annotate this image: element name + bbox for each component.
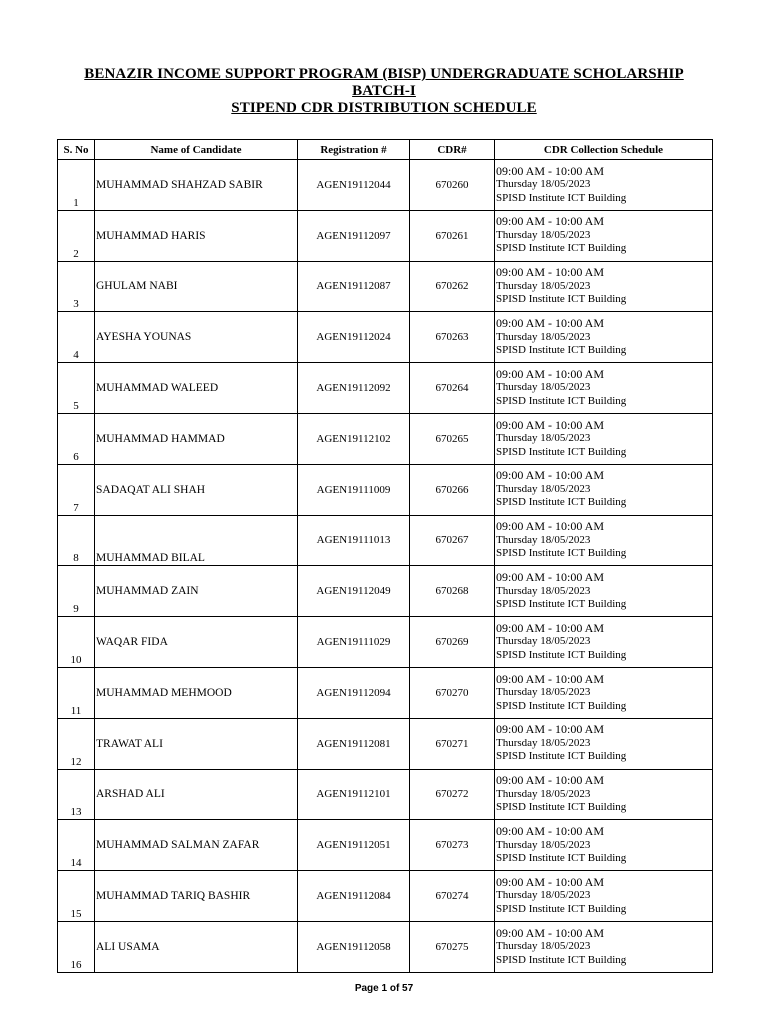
row-cdr-number: 670261 — [410, 210, 495, 261]
row-cdr-number: 670260 — [410, 160, 495, 211]
schedule-venue: SPISD Institute ICT Building — [496, 750, 627, 763]
table-row — [58, 160, 713, 211]
row-candidate-name: MUHAMMAD MEHMOOD — [95, 667, 298, 718]
row-collection-schedule — [495, 515, 713, 566]
row-candidate-name: MUHAMMAD BILAL — [95, 515, 298, 566]
schedule-venue: SPISD Institute ICT Building — [496, 648, 627, 661]
schedule-date: Thursday 18/05/2023 — [496, 432, 591, 445]
row-registration-number: AGEN19112024 — [298, 312, 410, 363]
row-serial-number: 6 — [58, 413, 95, 464]
schedule-time: 09:00 AM - 10:00 AM — [496, 925, 605, 940]
row-serial-number: 2 — [58, 210, 95, 261]
row-registration-number: AGEN19112044 — [298, 160, 410, 211]
row-candidate-name: GHULAM NABI — [95, 261, 298, 312]
column-header-name: Name of Candidate — [95, 140, 298, 160]
table-row — [58, 210, 713, 261]
row-cdr-number: 670265 — [410, 413, 495, 464]
column-header-cdr: CDR# — [410, 140, 495, 160]
row-collection-schedule — [495, 363, 713, 414]
row-collection-schedule — [495, 769, 713, 820]
row-serial-number: 3 — [58, 261, 95, 312]
row-cdr-number: 670271 — [410, 718, 495, 769]
row-cdr-number: 670267 — [410, 515, 495, 566]
schedule-date: Thursday 18/05/2023 — [496, 228, 591, 241]
row-registration-number: AGEN19112102 — [298, 413, 410, 464]
row-registration-number: AGEN19111013 — [298, 515, 410, 566]
row-registration-number: AGEN19112049 — [298, 566, 410, 617]
table-row — [58, 363, 713, 414]
document-header — [0, 66, 768, 117]
row-serial-number: 15 — [58, 871, 95, 922]
row-registration-number: AGEN19112084 — [298, 871, 410, 922]
row-candidate-name: MUHAMMAD TARIQ BASHIR — [95, 871, 298, 922]
schedule-date: Thursday 18/05/2023 — [496, 686, 591, 699]
table-row — [58, 413, 713, 464]
row-candidate-name: SADAQAT ALI SHAH — [95, 464, 298, 515]
table-row — [58, 515, 713, 566]
schedule-time: 09:00 AM - 10:00 AM — [496, 366, 605, 381]
table-row — [58, 921, 713, 972]
row-cdr-number: 670262 — [410, 261, 495, 312]
schedule-venue: SPISD Institute ICT Building — [496, 598, 627, 611]
row-cdr-number: 670270 — [410, 667, 495, 718]
header-title-line-3: STIPEND CDR DISTRIBUTION SCHEDULE — [231, 100, 537, 116]
row-registration-number: AGEN19112051 — [298, 820, 410, 871]
schedule-date: Thursday 18/05/2023 — [496, 482, 591, 495]
schedule-time: 09:00 AM - 10:00 AM — [496, 265, 605, 280]
header-title-line-2: BATCH-I — [352, 83, 416, 99]
row-collection-schedule — [495, 617, 713, 668]
schedule-venue: SPISD Institute ICT Building — [496, 699, 627, 712]
row-collection-schedule — [495, 413, 713, 464]
row-serial-number: 12 — [58, 718, 95, 769]
schedule-venue: SPISD Institute ICT Building — [496, 496, 627, 509]
schedule-venue: SPISD Institute ICT Building — [496, 242, 627, 255]
row-collection-schedule — [495, 718, 713, 769]
schedule-time: 09:00 AM - 10:00 AM — [496, 570, 605, 585]
row-cdr-number: 670264 — [410, 363, 495, 414]
row-serial-number: 9 — [58, 566, 95, 617]
row-serial-number: 14 — [58, 820, 95, 871]
row-serial-number: 7 — [58, 464, 95, 515]
row-collection-schedule — [495, 261, 713, 312]
table-body — [58, 160, 713, 973]
schedule-time: 09:00 AM - 10:00 AM — [496, 214, 605, 229]
schedule-date: Thursday 18/05/2023 — [496, 736, 591, 749]
table-row — [58, 820, 713, 871]
table-row — [58, 667, 713, 718]
row-registration-number: AGEN19111029 — [298, 617, 410, 668]
schedule-venue: SPISD Institute ICT Building — [496, 801, 627, 814]
schedule-venue: SPISD Institute ICT Building — [496, 191, 627, 204]
schedule-date: Thursday 18/05/2023 — [496, 889, 591, 902]
schedule-date: Thursday 18/05/2023 — [496, 381, 591, 394]
row-candidate-name: ARSHAD ALI — [95, 769, 298, 820]
schedule-time: 09:00 AM - 10:00 AM — [496, 874, 605, 889]
row-registration-number: AGEN19112081 — [298, 718, 410, 769]
row-cdr-number: 670263 — [410, 312, 495, 363]
row-cdr-number: 670268 — [410, 566, 495, 617]
schedule-table — [57, 139, 713, 973]
row-candidate-name: ALI USAMA — [95, 921, 298, 972]
row-serial-number: 11 — [58, 667, 95, 718]
row-registration-number: AGEN19112097 — [298, 210, 410, 261]
row-registration-number: AGEN19112058 — [298, 921, 410, 972]
row-candidate-name: MUHAMMAD SALMAN ZAFAR — [95, 820, 298, 871]
row-serial-number: 8 — [58, 515, 95, 566]
schedule-time: 09:00 AM - 10:00 AM — [496, 519, 605, 534]
schedule-date: Thursday 18/05/2023 — [496, 533, 591, 546]
schedule-venue: SPISD Institute ICT Building — [496, 852, 627, 864]
table-row — [58, 464, 713, 515]
column-header-schedule: CDR Collection Schedule — [495, 140, 713, 160]
schedule-time: 09:00 AM - 10:00 AM — [496, 316, 605, 331]
schedule-time: 09:00 AM - 10:00 AM — [496, 417, 605, 432]
row-cdr-number: 670272 — [410, 769, 495, 820]
row-serial-number: 1 — [58, 160, 95, 211]
schedule-time: 09:00 AM - 10:00 AM — [496, 468, 605, 483]
schedule-venue: SPISD Institute ICT Building — [496, 394, 627, 407]
row-collection-schedule — [495, 464, 713, 515]
schedule-date: Thursday 18/05/2023 — [496, 635, 591, 648]
schedule-time: 09:00 AM - 10:00 AM — [496, 722, 605, 737]
schedule-date: Thursday 18/05/2023 — [496, 787, 591, 800]
schedule-date: Thursday 18/05/2023 — [496, 584, 591, 597]
row-registration-number: AGEN19112087 — [298, 261, 410, 312]
row-candidate-name: MUHAMMAD WALEED — [95, 363, 298, 414]
row-registration-number: AGEN19112094 — [298, 667, 410, 718]
schedule-time: 09:00 AM - 10:00 AM — [496, 671, 605, 686]
row-cdr-number: 670266 — [410, 464, 495, 515]
row-serial-number: 5 — [58, 363, 95, 414]
schedule-date: Thursday 18/05/2023 — [496, 279, 591, 292]
row-registration-number: AGEN19112101 — [298, 769, 410, 820]
column-header-sno: S. No — [58, 140, 95, 160]
row-collection-schedule — [495, 210, 713, 261]
row-cdr-number: 670269 — [410, 617, 495, 668]
row-collection-schedule — [495, 160, 713, 211]
row-candidate-name: AYESHA YOUNAS — [95, 312, 298, 363]
schedule-time: 09:00 AM - 10:00 AM — [496, 163, 605, 178]
schedule-venue: SPISD Institute ICT Building — [496, 953, 627, 966]
table-row — [58, 769, 713, 820]
table-row — [58, 312, 713, 363]
table-row — [58, 566, 713, 617]
row-cdr-number: 670274 — [410, 871, 495, 922]
row-collection-schedule — [495, 667, 713, 718]
schedule-time: 09:00 AM - 10:00 AM — [496, 773, 605, 788]
row-cdr-number: 670273 — [410, 820, 495, 871]
table-row — [58, 871, 713, 922]
column-header-registration: Registration # — [298, 140, 410, 160]
row-cdr-number: 670275 — [410, 921, 495, 972]
page-number: Page 1 of 57 — [354, 983, 414, 994]
schedule-venue: SPISD Institute ICT Building — [496, 293, 627, 306]
row-registration-number: AGEN19111009 — [298, 464, 410, 515]
row-collection-schedule — [495, 566, 713, 617]
schedule-date: Thursday 18/05/2023 — [496, 838, 591, 851]
schedule-date: Thursday 18/05/2023 — [496, 178, 591, 191]
row-candidate-name: MUHAMMAD ZAIN — [95, 566, 298, 617]
row-candidate-name: MUHAMMAD HAMMAD — [95, 413, 298, 464]
row-collection-schedule — [495, 820, 713, 871]
row-serial-number: 13 — [58, 769, 95, 820]
schedule-date: Thursday 18/05/2023 — [496, 330, 591, 343]
row-candidate-name: TRAWAT ALI — [95, 718, 298, 769]
row-serial-number: 4 — [58, 312, 95, 363]
header-title-line-1: BENAZIR INCOME SUPPORT PROGRAM (BISP) UNDERGRADUATE SCHOLARSHIP — [84, 66, 684, 82]
schedule-date: Thursday 18/05/2023 — [496, 940, 591, 953]
row-candidate-name: MUHAMMAD HARIS — [95, 210, 298, 261]
table-row — [58, 261, 713, 312]
schedule-time: 09:00 AM - 10:00 AM — [496, 824, 605, 838]
table-header-row — [58, 140, 713, 160]
row-candidate-name: WAQAR FIDA — [95, 617, 298, 668]
row-collection-schedule — [495, 871, 713, 922]
schedule-venue: SPISD Institute ICT Building — [496, 547, 627, 560]
table-row — [58, 617, 713, 668]
row-collection-schedule — [495, 312, 713, 363]
table-row — [58, 718, 713, 769]
row-registration-number: AGEN19112092 — [298, 363, 410, 414]
schedule-venue: SPISD Institute ICT Building — [496, 902, 627, 915]
row-serial-number: 16 — [58, 921, 95, 972]
schedule-time: 09:00 AM - 10:00 AM — [496, 620, 605, 635]
schedule-venue: SPISD Institute ICT Building — [496, 445, 627, 458]
row-collection-schedule — [495, 921, 713, 972]
row-serial-number: 10 — [58, 617, 95, 668]
row-candidate-name: MUHAMMAD SHAHZAD SABIR — [95, 160, 298, 211]
schedule-venue: SPISD Institute ICT Building — [496, 344, 627, 357]
